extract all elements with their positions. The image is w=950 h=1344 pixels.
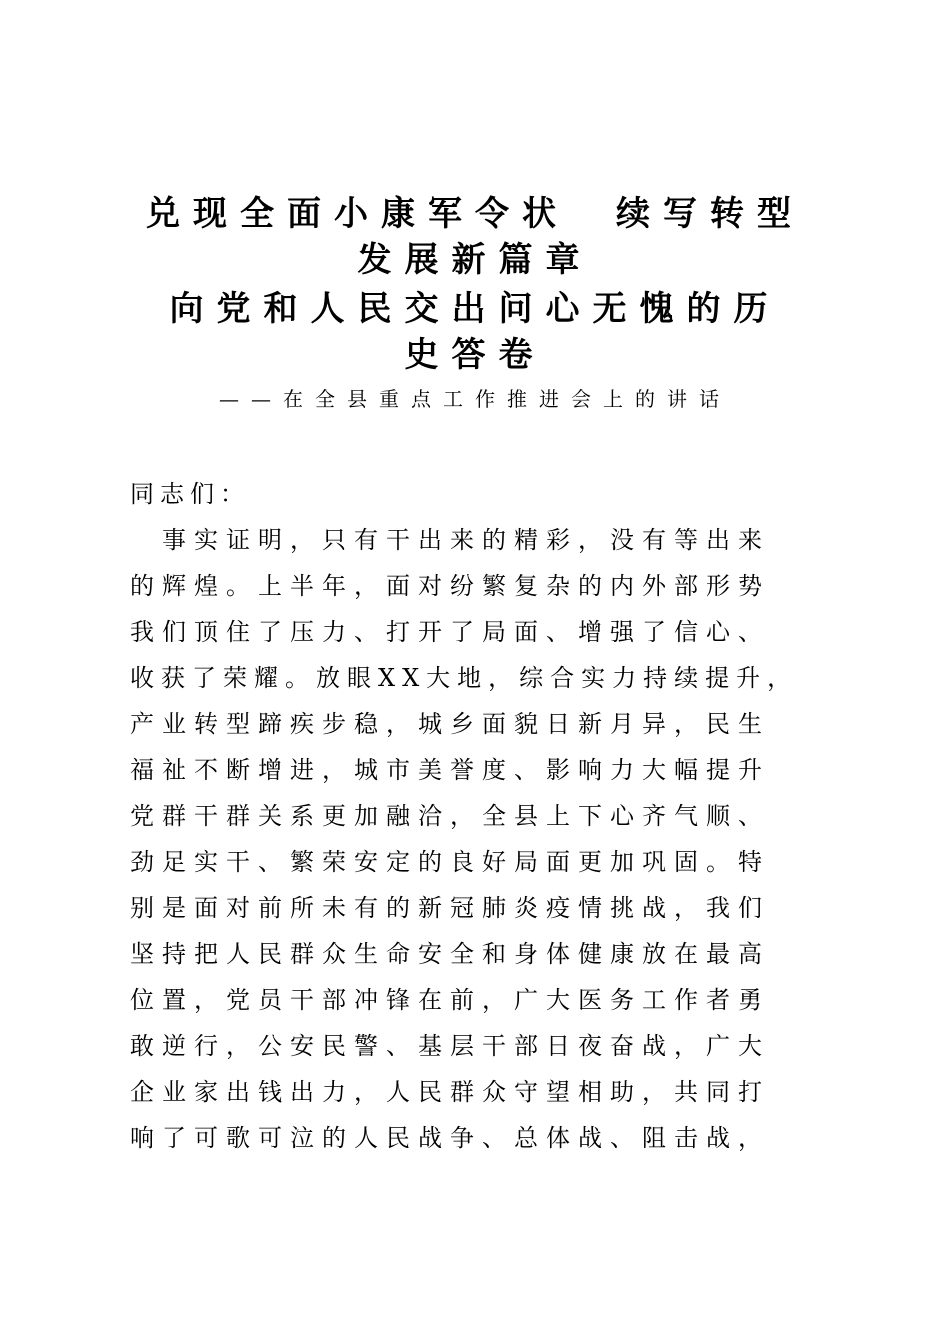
body-line-11: 位置，党员干部冲锋在前，广大医务工作者勇 bbox=[130, 986, 770, 1014]
body-line-2: 的辉煌。上半年，面对纷繁复杂的内外部形势 bbox=[130, 572, 770, 600]
body-line-14: 响了可歌可泣的人民战争、总体战、阻击战， bbox=[130, 1124, 770, 1152]
body-line-8: 劲足实干、繁荣安定的良好局面更加巩固。特 bbox=[130, 848, 770, 876]
subtitle: ——在全县重点工作推进会上的讲话 bbox=[219, 387, 731, 411]
body-line-9: 别是面对前所未有的新冠肺炎疫情挑战，我们 bbox=[130, 894, 770, 922]
body-line-3: 我们顶住了压力、打开了局面、增强了信心、 bbox=[130, 618, 770, 646]
body-line-6: 福祉不断增进，城市美誉度、影响力大幅提升 bbox=[130, 756, 770, 784]
title-line-2: 发展新篇章 bbox=[357, 240, 593, 280]
body-line-1: 事实证明，只有干出来的精彩，没有等出来 bbox=[130, 526, 770, 554]
title-line-4: 史答卷 bbox=[404, 335, 546, 375]
salutation: 同志们： bbox=[130, 480, 250, 508]
body-line-7: 党群干群关系更加融洽，全县上下心齐气顺、 bbox=[130, 802, 770, 830]
body-line-5: 产业转型蹄疾步稳，城乡面貌日新月异，民生 bbox=[130, 710, 770, 738]
body-line-13: 企业家出钱出力，人民群众守望相助，共同打 bbox=[130, 1078, 770, 1106]
title-line-3: 向党和人民交出问心无愧的历 bbox=[169, 289, 781, 329]
body-line-4: 收获了荣耀。放眼XX大地，综合实力持续提升， bbox=[130, 664, 799, 692]
body-line-10: 坚持把人民群众生命安全和身体健康放在最高 bbox=[130, 940, 770, 968]
body-line-12: 敢逆行，公安民警、基层干部日夜奋战，广大 bbox=[130, 1032, 770, 1060]
title-line-1: 兑现全面小康军令状 续写转型 bbox=[146, 194, 804, 234]
